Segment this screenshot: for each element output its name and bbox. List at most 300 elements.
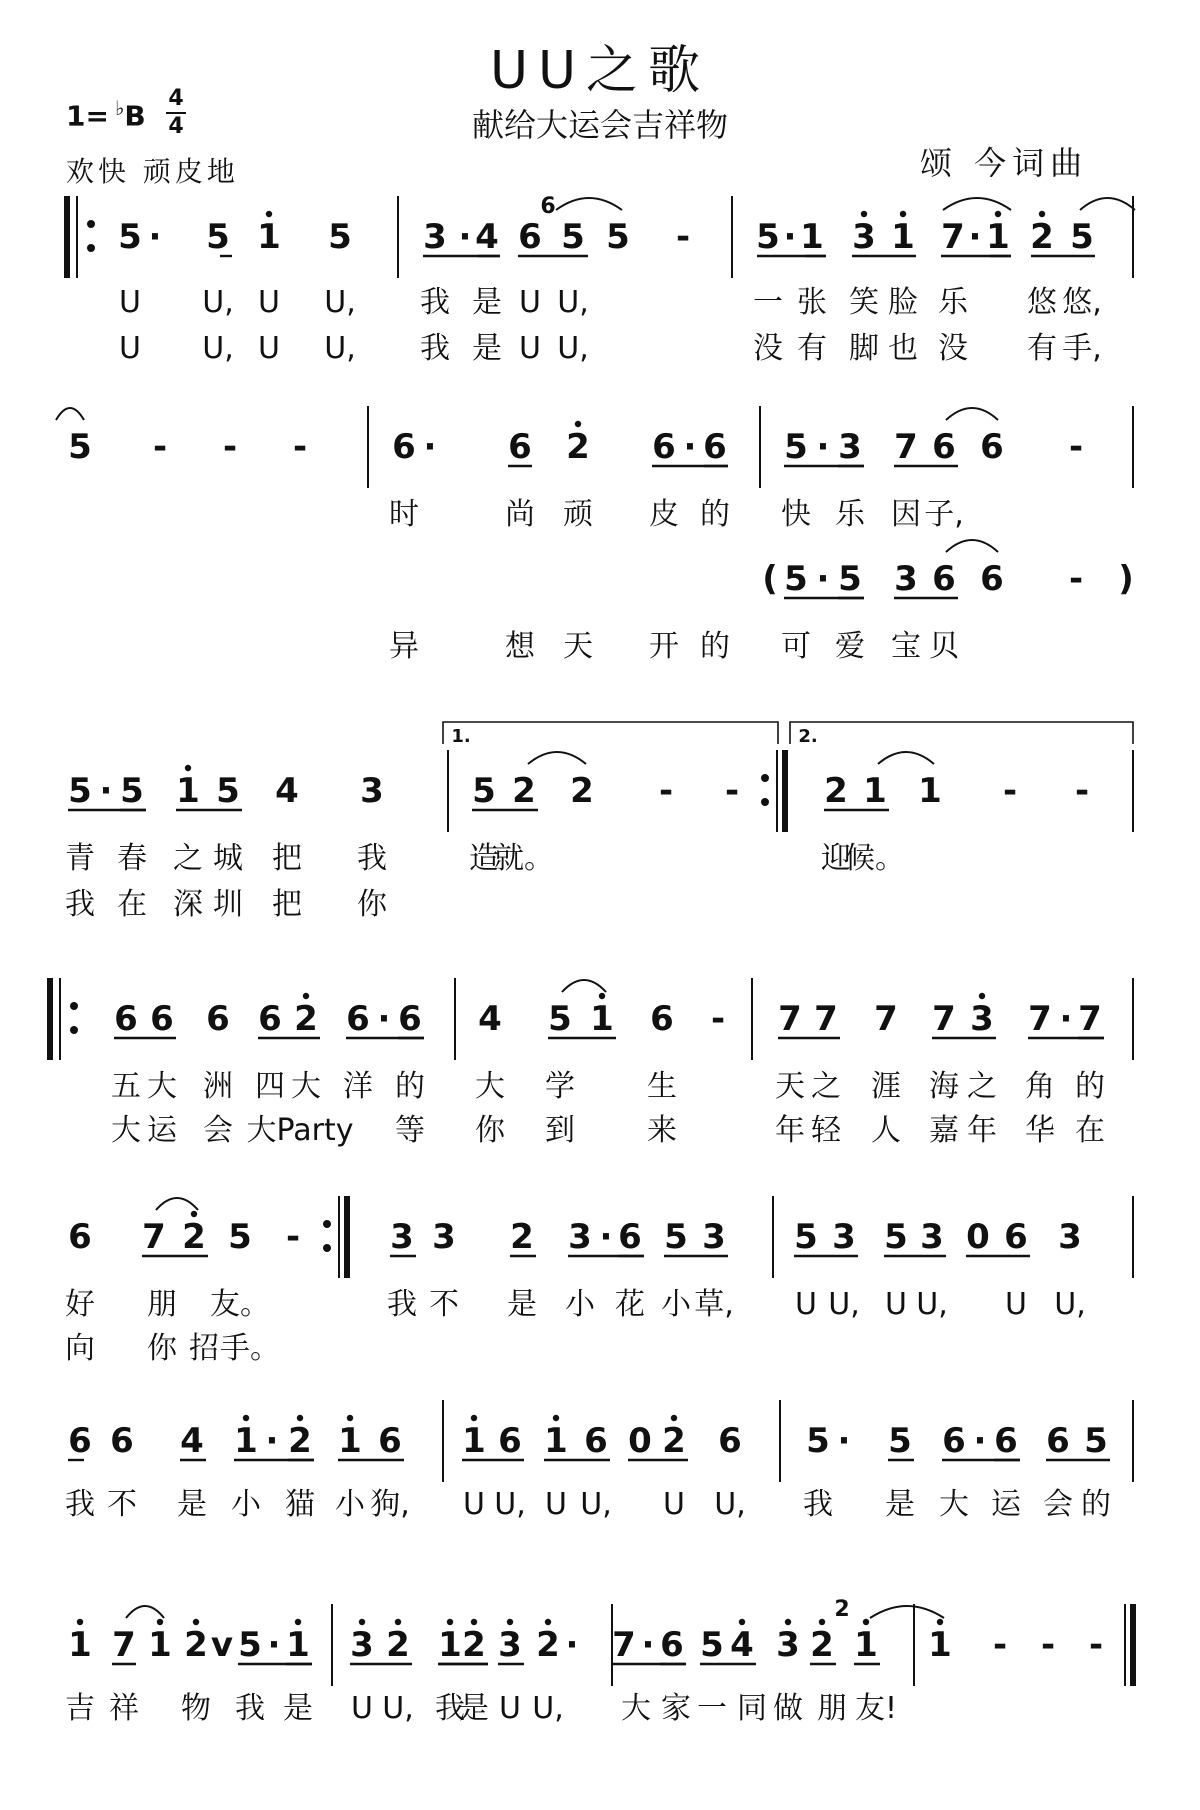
lyric-syllable: 我 [235,1691,265,1726]
note: 6 [584,1421,608,1461]
note: 5 [472,771,496,811]
slur [1080,198,1135,210]
lyric-syllable: 笑 [849,285,879,320]
lyric-syllable: 是 [472,285,502,320]
lyric-syllable: 皮 [649,497,679,532]
note: · [423,427,437,467]
lyric-syllable: U [351,1691,373,1726]
octave-dot-above [347,1415,353,1421]
note: 6 [660,1625,684,1665]
note: 2 [570,771,594,811]
octave-dot-above [575,421,581,427]
octave-dot-above [447,1619,453,1625]
lyric-syllable: 造 [469,841,499,876]
lyric-syllable: 脸 [888,285,918,320]
note: 6 [1004,1217,1028,1257]
note: 5 [756,217,780,257]
lyric-syllable: 一 [753,285,783,320]
dash-extension: - [710,999,726,1039]
note: · [683,427,697,467]
lyric-syllable: 涯 [871,1069,901,1104]
lyric-syllable: 物 [181,1691,211,1726]
note: 4 [180,1421,204,1461]
lyric-syllable: U [258,331,280,366]
note: 0 [628,1421,652,1461]
lyric-syllable: 草, [694,1287,734,1322]
lyric-syllable: U [519,331,541,366]
lyric-syllable: 小 [565,1287,595,1322]
octave-dot-above [507,1619,513,1625]
note: · [837,1421,851,1461]
octave-dot-above [1039,211,1045,217]
slur [943,198,1011,210]
lyric-syllable: 吉 [65,1691,95,1726]
octave-dot-above [739,1619,745,1625]
lyric-syllable: U [1005,1287,1027,1322]
octave-dot-above [545,1619,551,1625]
lyric-syllable: U [885,1287,907,1322]
note: 6 [518,217,542,257]
lyric-syllable: U [795,1287,817,1322]
note: 6 [652,427,676,467]
repeat-dot [323,1244,331,1252]
lyric-syllable: 嘉 [929,1113,959,1148]
note: · [973,1421,987,1461]
lyric-syllable: 的 [700,497,730,532]
lyric-syllable: 会 [203,1113,233,1148]
lyric-syllable: 是 [885,1487,915,1522]
note: 6 [703,427,727,467]
lyric-syllable: U [119,285,141,320]
note: 3 [894,559,918,599]
lyric-syllable: 会 [1043,1487,1073,1522]
lyric-syllable: 就。 [494,841,554,876]
lyric-syllable: 的 [395,1069,425,1104]
slur [556,198,622,210]
lyric-syllable: U, [532,1691,564,1726]
octave-dot-above [77,1619,83,1625]
note: 1 [544,1421,568,1461]
dash-extension: - [292,427,308,467]
note: · [783,217,797,257]
octave-dot-above [671,1415,677,1421]
note: 1 [986,217,1010,257]
note: 3 [360,771,384,811]
repeat-dot [70,1026,78,1034]
note: 3 [423,217,447,257]
note: 5 [548,999,572,1039]
note: 7 [142,1217,166,1257]
note: 4 [475,217,499,257]
dash-extension: - [658,771,674,811]
note: 1 [891,217,915,257]
lyric-syllable: 人 [871,1113,901,1148]
lyric-syllable: 脚 [849,331,879,366]
note: 5 [806,1421,830,1461]
author-credit: 颂 今词曲 [920,144,1089,182]
octave-dot-above [599,993,605,999]
lyric-syllable: 的 [700,629,730,664]
note: 1 [854,1625,878,1665]
lyric-syllable: 大 [291,1069,321,1104]
note: 6 [994,1421,1018,1461]
note: 1 [438,1625,462,1665]
note: 6 [508,427,532,467]
slur [946,408,998,420]
lyric-syllable: 运 [991,1487,1021,1522]
note: 5 [838,559,862,599]
lyric-syllable: 是 [283,1691,313,1726]
lyric-syllable: 家 [661,1691,691,1726]
lyric-syllable: 乐 [835,497,865,532]
note: · [641,1625,655,1665]
note: · [99,771,113,811]
lyric-syllable: 之 [967,1069,997,1104]
note: 3 [832,1217,856,1257]
lyric-syllable: 我 [420,331,450,366]
note: 2 [184,1625,208,1665]
dash-extension: - [222,427,238,467]
note: 6 [398,999,422,1039]
dash-extension: - [285,1217,301,1257]
note: 1 [148,1625,172,1665]
note: 6 [618,1217,642,1257]
lyric-syllable: U, [714,1487,746,1522]
lyric-syllable: 小 [661,1287,691,1322]
lyric-syllable: 轻 [811,1113,841,1148]
lyric-syllable: 的 [1081,1487,1111,1522]
slur [878,752,934,764]
lyric-syllable: U, [916,1287,948,1322]
lyric-syllable: 友! [854,1691,898,1726]
note: · [968,217,982,257]
dash-extension: - [1040,1625,1056,1665]
note: 5 [328,217,352,257]
note: 3 [350,1625,374,1665]
octave-dot-above [297,1415,303,1421]
lyric-syllable: 大Party [246,1113,354,1148]
note: · [267,1625,281,1665]
lyric-syllable: 候。 [845,841,905,876]
note: 1 [863,771,887,811]
note: 6 [980,559,1004,599]
note: 6 [942,1421,966,1461]
note: · [565,1625,579,1665]
note: 7 [1078,999,1102,1039]
lyric-syllable: 华 [1025,1113,1055,1148]
note: · [265,1421,279,1461]
note: 5 [606,217,630,257]
note: 6 [392,427,416,467]
note: 5 [68,427,92,467]
octave-dot-above [303,993,309,999]
lyric-syllable: 你 [147,1331,177,1366]
note: 1 [286,1625,310,1665]
note: 2 [386,1625,410,1665]
dash-extension: - [152,427,168,467]
lyric-syllable: 乐 [938,285,968,320]
note: 1 [462,1421,486,1461]
note: 6 [114,999,138,1039]
note: · [377,999,391,1039]
tempo-marking: 欢快 顽皮地 [66,155,239,188]
note: 2 [288,1421,312,1461]
note: 5 [794,1217,818,1257]
lyric-syllable: 友。 [210,1287,270,1322]
lyric-syllable: 运 [147,1113,177,1148]
lyric-syllable: 异 [389,629,419,664]
lyric-syllable: 快 [781,497,811,532]
lyric-syllable: 好 [65,1287,95,1322]
lyric-syllable: 是 [472,331,502,366]
lyric-syllable: U, [324,331,356,366]
lyric-syllable: 不 [107,1487,137,1522]
repeat-dot [70,1002,78,1010]
note: 3 [970,999,994,1039]
time-bottom: 4 [168,114,184,139]
note: · [1059,999,1073,1039]
note: 6 [110,1421,134,1461]
repeat-dot [87,220,95,228]
lyric-syllable: 朋 [817,1691,847,1726]
lyric-syllable: U, [557,285,589,320]
note: 2 [182,1217,206,1257]
lyric-syllable: 我 [387,1287,417,1322]
slur [126,1606,164,1618]
note: · [816,559,830,599]
note: 5 [784,559,808,599]
octave-dot-above [863,1619,869,1625]
octave-dot-above [819,1619,825,1625]
lyric-syllable: 城 [213,841,243,876]
note: 5 [118,217,142,257]
slur [528,752,586,764]
lyric-syllable: 时 [389,497,419,532]
lyric-syllable: 我 [803,1487,833,1522]
note: 3 [568,1217,592,1257]
lyric-syllable: 角 [1025,1069,1055,1104]
note: 6 [932,427,956,467]
octave-dot-above [295,1619,301,1625]
lyric-syllable: 大 [475,1069,505,1104]
lyric-syllable: 不 [429,1287,459,1322]
note: 2 [536,1625,560,1665]
octave-dot-above [395,1619,401,1625]
note: · [599,1217,613,1257]
lyric-syllable: 有 [1027,331,1057,366]
note: 5 [561,217,585,257]
key-prefix: 1= [66,99,109,133]
note: 6 [378,1421,402,1461]
dash-extension: - [1068,559,1084,599]
repeat-dot [761,774,769,782]
lyric-syllable: 张 [797,285,827,320]
octave-dot-above [995,211,1001,217]
note: 3 [852,217,876,257]
lyric-syllable: 子, [924,497,964,532]
note: · [148,217,162,257]
lyric-syllable: U, [382,1691,414,1726]
lyric-syllable: 没 [753,331,783,366]
time-top: 4 [168,86,184,111]
lyric-syllable: 小 [231,1487,261,1522]
lyric-syllable: 狗, [370,1487,410,1522]
lyric-syllable: U, [1054,1287,1086,1322]
note: 0 [966,1217,990,1257]
note: 1 [928,1625,952,1665]
lyric-syllable: U [663,1487,685,1522]
lyric-syllable: U, [494,1487,526,1522]
note: 3 [390,1217,414,1257]
song-title: UU之歌 [489,41,711,101]
grace-note: 2 [834,1597,850,1622]
note: 1 [918,771,942,811]
lyric-syllable: 宝 [891,629,921,664]
lyric-syllable: 把 [272,841,302,876]
lyric-syllable: 我 [420,285,450,320]
volta-bracket [790,722,1133,744]
lyric-syllable: 我 [65,887,95,922]
lyric-syllable: 猫 [285,1487,315,1522]
note: 7 [932,999,956,1039]
lyric-syllable: 的 [1075,1069,1105,1104]
lyric-syllable: 想 [505,629,535,664]
lyric-syllable: 你 [357,887,387,922]
lyric-syllable: 你 [475,1113,505,1148]
note: 7 [874,999,898,1039]
lyric-syllable: U, [324,285,356,320]
lyric-syllable: 生 [647,1069,677,1104]
lyric-syllable: 在 [117,887,147,922]
octave-dot-above [900,211,906,217]
octave-dot-above [937,1619,943,1625]
lyric-syllable: U [545,1487,567,1522]
note: 1 [176,771,200,811]
dash-extension: - [1068,427,1084,467]
note: 6 [932,559,956,599]
lyric-syllable: U [258,285,280,320]
note: 7 [612,1625,636,1665]
note: 5 [120,771,144,811]
slur [156,1198,198,1210]
note: · [816,427,830,467]
lyric-syllable: 因 [891,497,921,532]
lyric-syllable: 我 [65,1487,95,1522]
lyric-syllable: 祥 [109,1691,139,1726]
note: 4 [275,771,299,811]
octave-dot-above [185,765,191,771]
repeat-dot [323,1220,331,1228]
slur [870,1606,944,1618]
lyric-syllable: U [499,1691,521,1726]
lyric-syllable: 在 [1075,1113,1105,1148]
lyric-syllable: 一 [697,1691,727,1726]
note: 5 [888,1421,912,1461]
lyric-syllable: 也 [888,331,918,366]
lyric-syllable: 向 [65,1331,95,1366]
lyric-syllable: 手, [1062,331,1102,366]
lyric-syllable: 有 [797,331,827,366]
note: 5 [700,1625,724,1665]
repeat-dot [761,798,769,806]
lyric-syllable: 之 [811,1069,841,1104]
octave-dot-above [471,1415,477,1421]
slur [946,540,998,552]
note: 3 [432,1217,456,1257]
note: 6 [1046,1421,1070,1461]
lyric-syllable: 是 [507,1287,537,1322]
lyric-syllable: 海 [929,1069,959,1104]
note: 3 [498,1625,522,1665]
note: 3 [1058,1217,1082,1257]
dash-extension: - [1088,1625,1104,1665]
lyric-syllable: 花 [615,1287,645,1322]
lyric-syllable: 顽 [563,497,593,532]
note: 5 [1070,217,1094,257]
lyric-syllable: 开 [649,629,679,664]
lyric-syllable: 洋 [343,1069,373,1104]
note: 2 [824,771,848,811]
lyric-syllable: 朋 [147,1287,177,1322]
note: 6 [650,999,674,1039]
lyric-syllable: 大 [111,1113,141,1148]
lyric-syllable: 到 [545,1113,575,1148]
note: 1 [800,217,824,257]
lyric-syllable: 同 [737,1691,767,1726]
note: 2 [662,1421,686,1461]
flat-sign: ♭ [114,96,125,120]
note: ) [1118,559,1134,599]
lyric-syllable: 是 [459,1691,489,1726]
dash-extension: - [675,217,691,257]
lyric-syllable: 年 [967,1113,997,1148]
lyric-syllable: 来 [647,1113,677,1148]
volta-label: 2. [798,726,818,747]
lyric-syllable: U, [202,285,234,320]
octave-dot-above [243,1415,249,1421]
octave-dot-above [157,1619,163,1625]
lyric-syllable: 爱 [835,629,865,664]
octave-dot-above [979,993,985,999]
note: 7 [814,999,838,1039]
lyric-syllable: 深 [173,887,203,922]
lyric-syllable: U, [202,331,234,366]
dash-extension: - [992,1625,1008,1665]
note: 3 [920,1217,944,1257]
lyric-syllable: 年 [775,1113,805,1148]
lyric-syllable: 迎 [821,841,851,876]
lyric-syllable: 学 [545,1069,575,1104]
note: 7 [112,1625,136,1665]
note: ( [762,559,778,599]
lyric-syllable: 春 [117,841,147,876]
note: · [458,217,472,257]
note: 6 [980,427,1004,467]
note: 5 [664,1217,688,1257]
song-subtitle: 献给大运会吉祥物 [471,106,728,144]
lyric-syllable: 手。 [220,1331,280,1366]
lyric-syllable: 我 [357,841,387,876]
dash-extension: - [1074,771,1090,811]
volta-label: 1. [451,726,471,747]
note: 1 [234,1421,258,1461]
note: 5 [216,771,240,811]
note: 7 [1028,999,1052,1039]
note: 7 [778,999,802,1039]
note: 2 [1030,217,1054,257]
lyric-syllable: 青 [65,841,95,876]
lyric-syllable: 贝 [929,629,959,664]
